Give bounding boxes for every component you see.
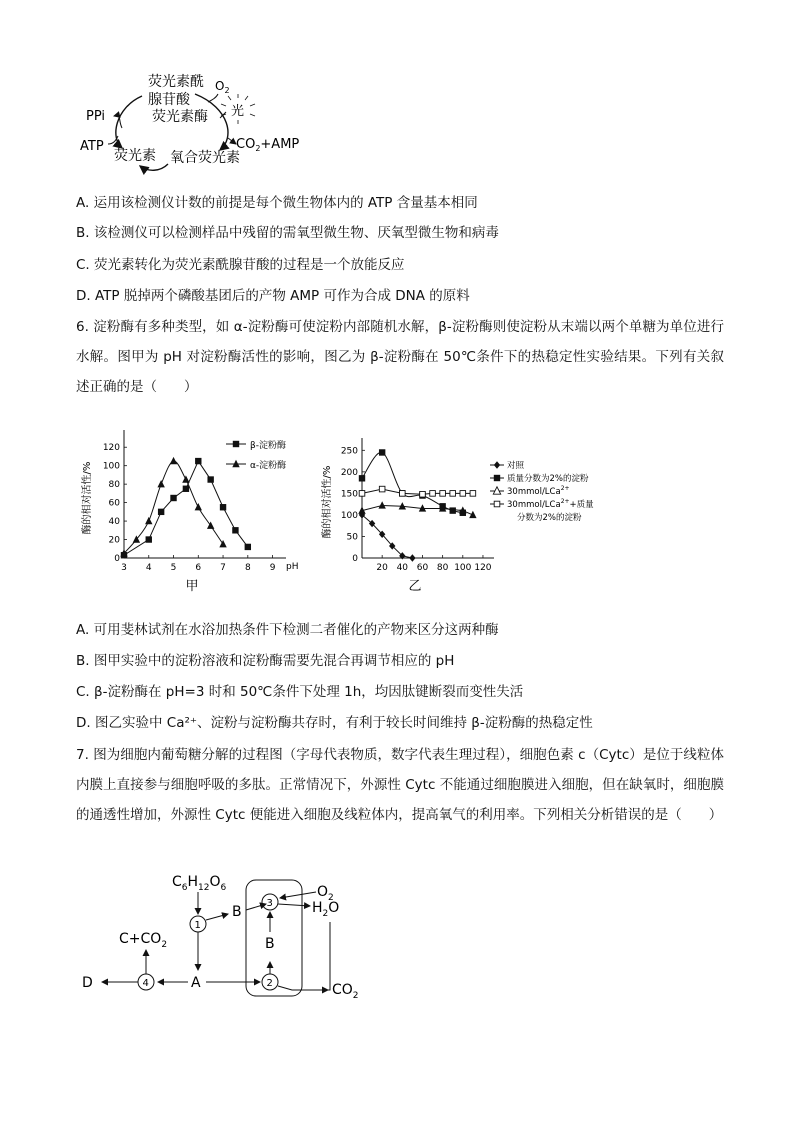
series-4-point <box>450 491 456 497</box>
series-4-point <box>470 491 476 497</box>
series-1-point <box>170 495 176 501</box>
y-tick-label: 250 <box>340 446 358 457</box>
series-2-point <box>170 457 177 464</box>
series-line-1 <box>362 515 412 558</box>
series-line-4 <box>362 489 473 494</box>
x-tick-label: 8 <box>244 563 251 573</box>
luciferase-label: 荧光素酶 <box>152 109 208 125</box>
x-tick-label: 20 <box>376 563 388 573</box>
series-1-point <box>409 554 415 561</box>
q5-option-c: C. 荧光素转化为荧光素酰腺苷酸的过程是一个放能反应 <box>76 257 405 273</box>
series-2-point <box>157 480 164 487</box>
process-2-label: 2 <box>266 978 273 989</box>
q6-option-c: C. β-淀粉酶在 pH=3 时和 50℃条件下处理 1h，均因肽键断裂而变性失活 <box>76 684 524 700</box>
x-tick-label: 6 <box>195 563 202 573</box>
y-tick-label: 200 <box>340 467 358 478</box>
x-tick-label: 60 <box>416 563 429 573</box>
atp-reaction-diagram <box>70 68 320 180</box>
series-line-1 <box>124 461 248 555</box>
o2-label: $O_2$ <box>215 79 230 95</box>
x-tick-label: 120 <box>474 563 492 573</box>
co2-label: $CO_2$ <box>332 982 359 1001</box>
co2-out-arrow <box>228 138 236 144</box>
y-tick-label: 100 <box>102 461 120 472</box>
q5-option-d: D. ATP 脱掉两个磷酸基团后的产物 AMP 可作为合成 DNA 的原料 <box>76 288 470 304</box>
legend-marker-1 <box>233 441 239 447</box>
legend-label-3: 30mmol/LCa$^{2+}$ <box>507 485 570 497</box>
arrow-1-to-B <box>206 914 228 920</box>
legend-label-2: α-淀粉酶 <box>250 461 287 471</box>
luciferyl-adenylate-label-1: 荧光素酰 <box>148 74 204 90</box>
ppi-label: PPi <box>86 109 106 124</box>
q6-stem: 6. 淀粉酶有多种类型，如 α-淀粉酶可使淀粉内部随机水解，β-淀粉酶则使淀粉从末端以两个单糖为单位进行水解。图甲为 pH 对淀粉酶活性的影响，图乙为 β-淀粉酶在 50℃条件下的热稳定性实验结果。下列有关叙述正确的是（ ） <box>76 319 724 395</box>
arrow-o2-to-3 <box>280 892 316 898</box>
series-1-point <box>158 509 164 515</box>
x-tick-label: 4 <box>145 563 152 573</box>
q5-option-b: B. 该检测仪可以检测样品中残留的需氧型微生物、厌氧型微生物和病毒 <box>76 225 499 241</box>
legend-label-4-line2: 分数为2%的淀粉 <box>517 513 582 523</box>
y-tick-label: 150 <box>340 489 358 500</box>
q6-option-b: B. 图甲实验中的淀粉溶液和淀粉酶需要先混合再调节相应的 pH <box>76 653 455 669</box>
series-2-point <box>182 475 189 482</box>
series-1-point <box>207 476 213 482</box>
x-tick-label: 80 <box>436 563 449 573</box>
series-1-point <box>232 527 238 533</box>
y-tick-label: 60 <box>108 498 120 509</box>
c-co2-label: $C+CO_2$ <box>119 931 168 950</box>
x-tick-label: 3 <box>121 563 127 573</box>
q7-stem: 7. 图为细胞内葡萄糖分解的过程图（字母代表物质，数字代表生理过程），细胞色素 c（Cytc）是位于线粒体内膜上直接参与细胞呼吸的多肽。正常情况下，外源性 Cytc 不能通过细胞膜进入细胞，但在缺氧时，细胞膜的通透性增加，外源性 Cytc 便能进入细胞及线粒体内，提高氧气的利用率。下列相关分析错误的是（ ） <box>76 747 724 823</box>
y-tick-label: 0 <box>352 554 358 564</box>
legend-marker-2 <box>494 475 500 481</box>
series-3-point <box>469 511 476 518</box>
o2-label: $O_2$ <box>317 884 334 903</box>
series-4-point <box>460 491 466 497</box>
y-axis-label: 酶的相对活性/% <box>322 465 333 539</box>
series-4-point <box>440 491 446 497</box>
substance-D-label: D <box>82 975 93 991</box>
series-line-3 <box>362 505 473 514</box>
y-tick-label: 100 <box>340 510 358 521</box>
h2o-label: $H_2O$ <box>312 900 340 919</box>
chart-ph-activity <box>78 428 318 603</box>
luciferin-label: 荧光素 <box>114 148 156 164</box>
cycle-arrow-bottom <box>140 164 168 170</box>
series-line-2 <box>124 461 223 553</box>
x-tick-label: 7 <box>220 563 226 573</box>
luciferyl-adenylate-label-2: 腺苷酸 <box>148 92 190 108</box>
y-tick-label: 80 <box>108 480 120 491</box>
series-4-point <box>400 491 406 497</box>
process-3-label: 3 <box>266 898 273 909</box>
atp-label: ATP <box>80 139 104 154</box>
substance-B-label: B <box>232 904 242 920</box>
legend-label-1: β-淀粉酶 <box>250 441 286 451</box>
series-4-point <box>359 491 365 497</box>
series-4-point <box>430 491 436 497</box>
y-tick-label: 40 <box>108 517 120 528</box>
chart-caption: 乙 <box>408 579 422 594</box>
o2-in-arrow <box>208 94 218 102</box>
legend-marker-4 <box>494 501 500 507</box>
series-1-point <box>245 544 251 550</box>
process-1-label: 1 <box>194 920 201 931</box>
series-2-point <box>195 503 202 510</box>
glucose-label: $C_6H_{12}O_6$ <box>172 874 227 893</box>
substance-A-label: A <box>191 975 201 991</box>
series-3-point <box>378 501 385 508</box>
chart-caption: 甲 <box>185 579 199 594</box>
q6-option-d: D. 图乙实验中 Ca²⁺、淀粉与淀粉酶共存时，有利于较长时间维持 β-淀粉酶的热稳定性 <box>76 715 593 731</box>
legend-label-1: 对照 <box>507 461 525 471</box>
series-1-point <box>220 504 226 510</box>
y-tick-label: 0 <box>114 554 120 564</box>
chart-thermostability <box>318 428 638 603</box>
series-1-point <box>195 458 201 464</box>
substance-B-inner-label: B <box>265 936 275 952</box>
y-axis-label: 酶的相对活性/% <box>82 461 93 535</box>
x-tick-label: 9 <box>269 563 276 573</box>
series-2-point <box>359 475 365 481</box>
x-tick-label: 40 <box>396 563 409 573</box>
x-tick-label: 100 <box>454 563 472 573</box>
y-tick-label: 50 <box>346 532 358 543</box>
y-tick-label: 120 <box>102 443 120 454</box>
legend-label-4: 30mmol/LCa$^{2+}$+质量 <box>507 498 594 510</box>
x-axis-label: pH <box>286 562 299 572</box>
process-4-label: 4 <box>142 978 149 989</box>
oxyluciferin-label: 氧合荧光素 <box>170 150 240 166</box>
series-1-point <box>146 536 152 542</box>
q5-option-a: A. 运用该检测仪计数的前提是每个微生物体内的 ATP 含量基本相同 <box>76 195 478 211</box>
glucose-breakdown-diagram <box>74 866 374 1002</box>
arrow-2-to-co2 <box>278 922 330 990</box>
light-label: 光 <box>231 104 245 119</box>
series-2-point <box>450 507 456 513</box>
co2-amp-label: $CO_2+AMP$ <box>236 137 300 153</box>
arrow-3-to-h2o <box>278 904 310 906</box>
series-2-point <box>379 449 385 455</box>
y-tick-label: 20 <box>108 535 120 546</box>
series-4-point <box>420 491 426 497</box>
q6-option-a: A. 可用斐林试剂在水浴加热条件下检测二者催化的产物来区分这两种酶 <box>76 622 499 638</box>
series-2-point <box>145 517 152 524</box>
legend-label-2: 质量分数为2%的淀粉 <box>507 474 589 484</box>
legend-marker-1 <box>494 461 500 468</box>
series-1-point <box>183 486 189 492</box>
series-4-point <box>379 486 385 492</box>
x-tick-label: 5 <box>170 563 177 573</box>
series-line-2 <box>362 452 463 512</box>
